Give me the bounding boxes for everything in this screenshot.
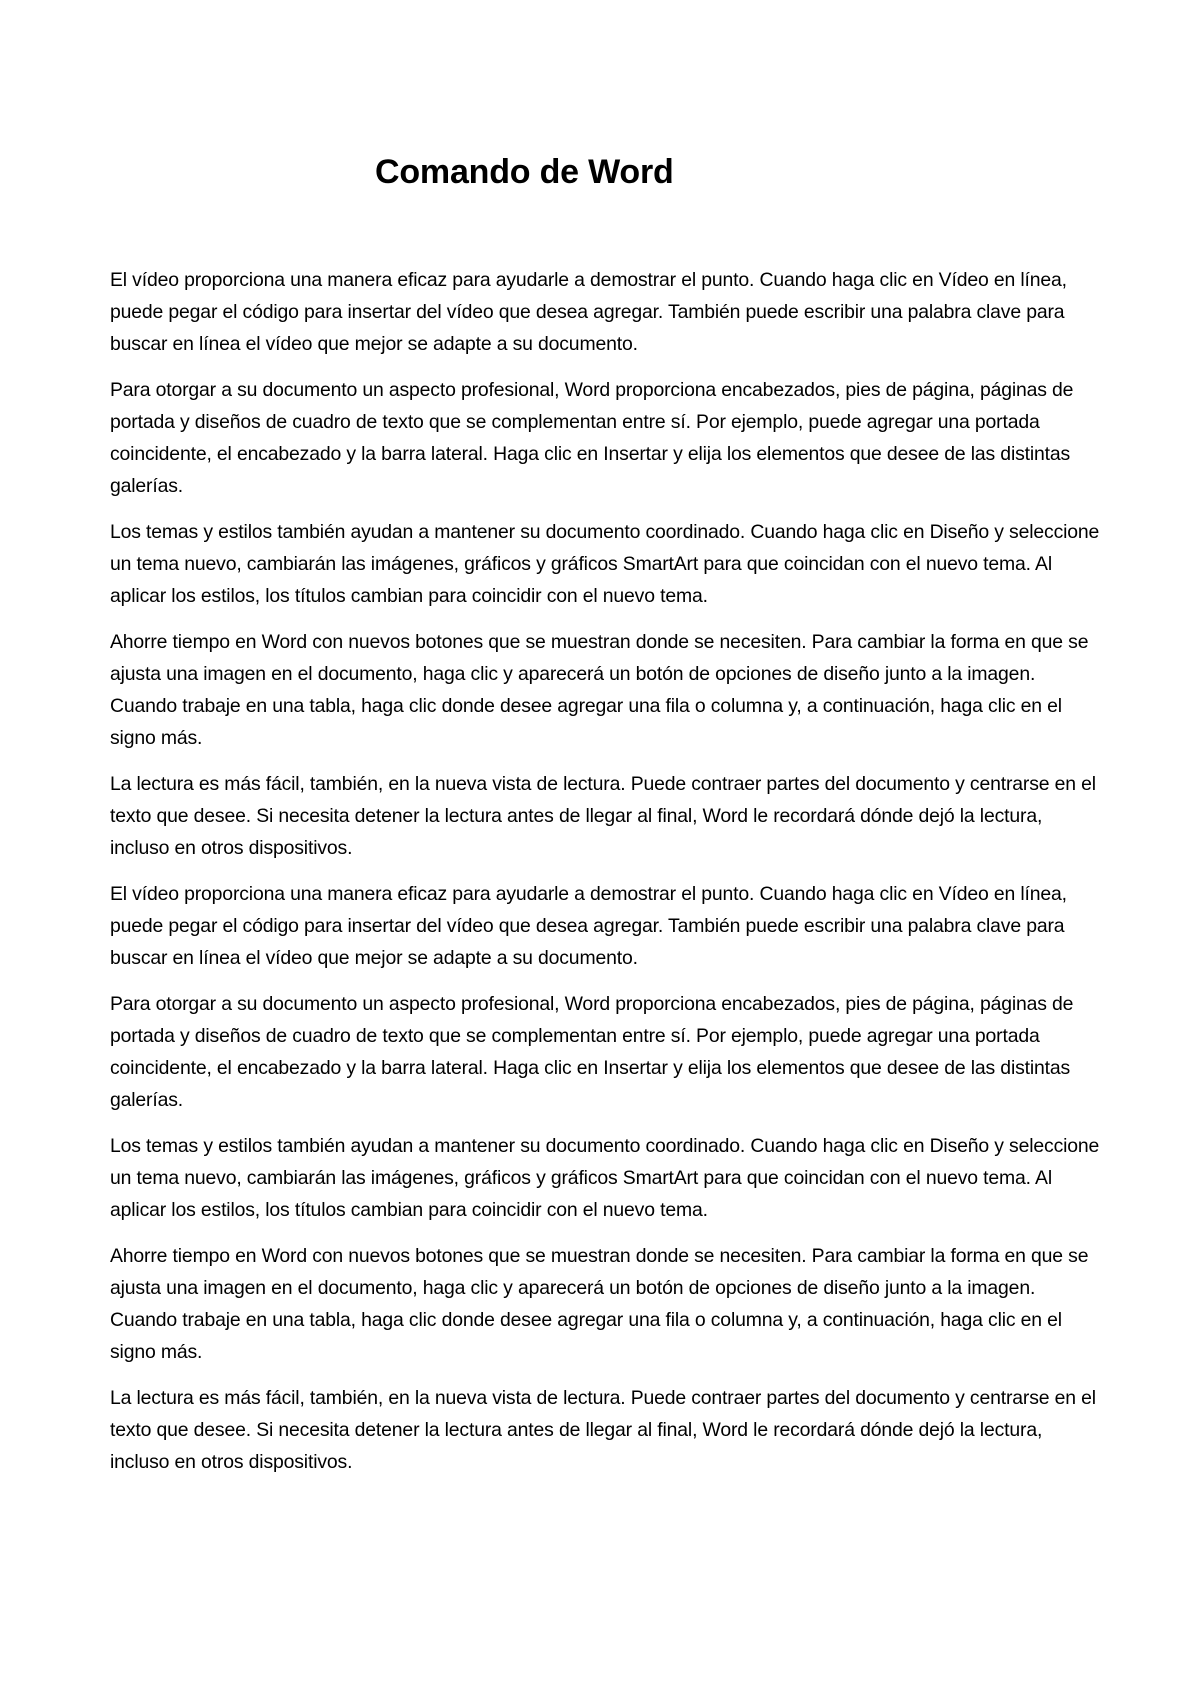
paragraph: El vídeo proporciona una manera eficaz para ayudarle a demostrar el punto. Cuando haga clic en Vídeo en línea, puede pegar el código para insertar del vídeo que desea agregar. También puede escribir una palabra clave para buscar en línea el vídeo que mejor se adapte a su documento. bbox=[110, 269, 1067, 355]
paragraph: La lectura es más fácil, también, en la nueva vista de lectura. Puede contraer partes del documento y centrarse en el texto que desee. Si necesita detener la lectura antes de llegar al final, Word le recordará dónde dejó la lectura, incluso en otros dispositivos. bbox=[110, 773, 1096, 859]
paragraph: Para otorgar a su documento un aspecto profesional, Word proporciona encabezados, pies de página, páginas de portada y diseños de cuadro de texto que se complementan entre sí. Por ejemplo, puede agregar una portada coincidente, el encabezado y la barra lateral. Haga clic en Insertar y elija los elementos que desee de las distintas galerías. bbox=[110, 379, 1074, 497]
paragraph: Los temas y estilos también ayudan a mantener su documento coordinado. Cuando haga clic en Diseño y seleccione un tema nuevo, cambiarán las imágenes, gráficos y gráficos SmartArt para que coincidan con el nuevo tema. Al aplicar los estilos, los títulos cambian para coincidir con el nuevo tema. bbox=[110, 521, 1100, 607]
paragraph: Ahorre tiempo en Word con nuevos botones que se muestran donde se necesiten. Para cambiar la forma en que se ajusta una imagen en el documento, haga clic y aparecerá un botón de opciones de diseño junto a la imagen. Cuando trabaje en una tabla, haga clic donde desee agregar una fila o columna y, a continuación, haga clic en el signo más. bbox=[110, 631, 1089, 749]
paragraph: Ahorre tiempo en Word con nuevos botones que se muestran donde se necesiten. Para cambiar la forma en que se ajusta una imagen en el documento, haga clic y aparecerá un botón de opciones de diseño junto a la imagen. Cuando trabaje en una tabla, haga clic donde desee agregar una fila o columna y, a continuación, haga clic en el signo más. bbox=[110, 1245, 1089, 1363]
document-body bbox=[110, 264, 1102, 1478]
paragraph: La lectura es más fácil, también, en la nueva vista de lectura. Puede contraer partes del documento y centrarse en el texto que desee. Si necesita detener la lectura antes de llegar al final, Word le recordará dónde dejó la lectura, incluso en otros dispositivos. bbox=[110, 1387, 1096, 1473]
paragraph: Para otorgar a su documento un aspecto profesional, Word proporciona encabezados, pies de página, páginas de portada y diseños de cuadro de texto que se complementan entre sí. Por ejemplo, puede agregar una portada coincidente, el encabezado y la barra lateral. Haga clic en Insertar y elija los elementos que desee de las distintas galerías. bbox=[110, 993, 1074, 1111]
paragraph: El vídeo proporciona una manera eficaz para ayudarle a demostrar el punto. Cuando haga clic en Vídeo en línea, puede pegar el código para insertar del vídeo que desea agregar. También puede escribir una palabra clave para buscar en línea el vídeo que mejor se adapte a su documento. bbox=[110, 883, 1067, 969]
page-title: Comando de Word bbox=[375, 153, 674, 191]
paragraph: Los temas y estilos también ayudan a mantener su documento coordinado. Cuando haga clic en Diseño y seleccione un tema nuevo, cambiarán las imágenes, gráficos y gráficos SmartArt para que coincidan con el nuevo tema. Al aplicar los estilos, los títulos cambian para coincidir con el nuevo tema. bbox=[110, 1135, 1100, 1221]
